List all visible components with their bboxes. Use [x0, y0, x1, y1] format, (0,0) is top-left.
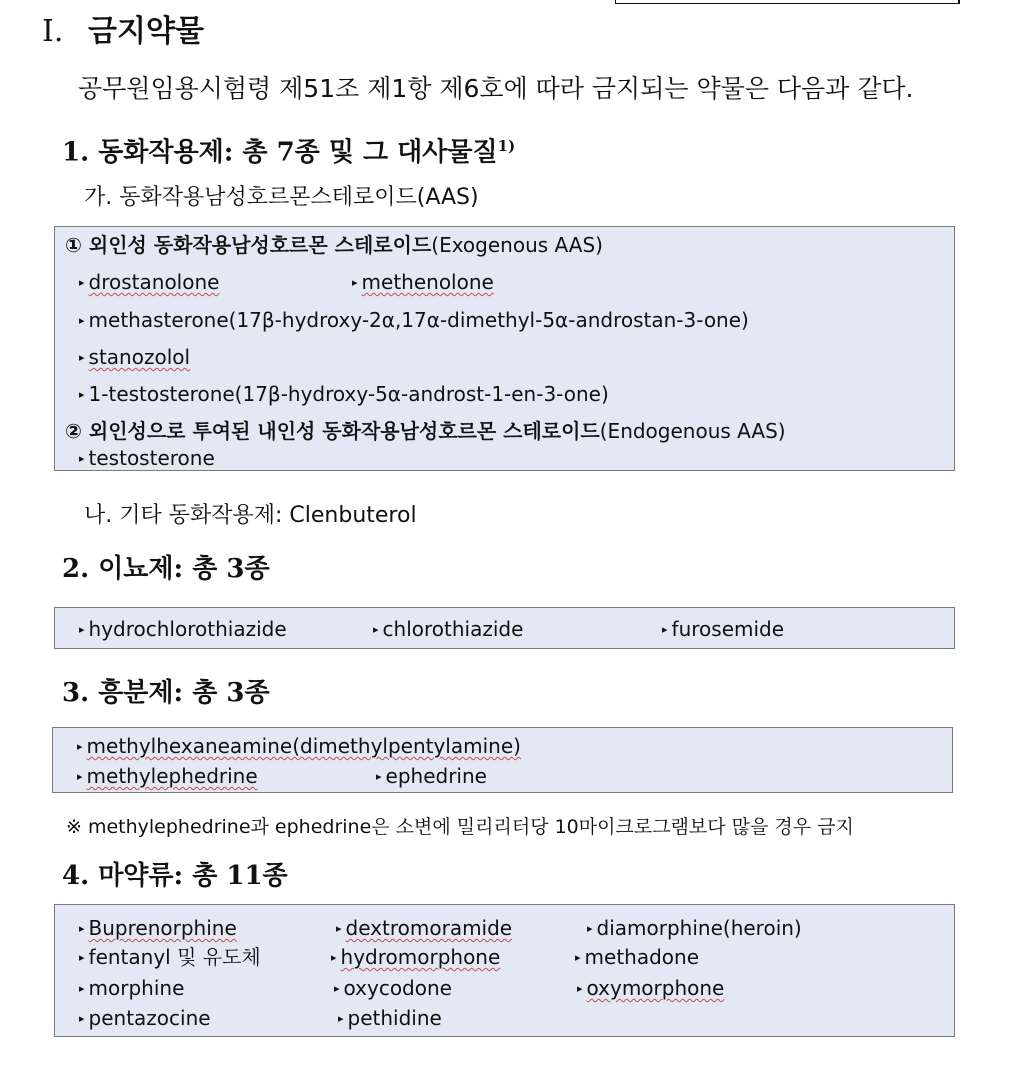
heading-anabolic-text: 1. 동화작용제: 총 7종 및 그 대사물질 — [62, 137, 498, 168]
aas-box — [54, 226, 955, 471]
list-item: ▸ methasterone(17β-hydroxy-2α,17α-dimethyl-5α-androstan-3-one) — [79, 308, 749, 332]
bullet-icon: ▸ — [79, 314, 85, 327]
bullet-icon: ▸ — [79, 1012, 85, 1025]
list-item: ▸ methylephedrine — [77, 764, 258, 788]
list-item: ▸ hydromorphone — [331, 945, 501, 969]
narcotics-box — [54, 904, 955, 1037]
bullet-icon: ▸ — [77, 740, 83, 753]
stimulants-note: ※ methylephedrine과 ephedrine은 소변에 밀리리터당 10마이크로그램보다 많을 경우 금지 — [66, 816, 854, 838]
endogenous-title: ② 외인성으로 투여된 내인성 동화작용남성호르몬 스테로이드 — [65, 419, 600, 443]
bullet-icon: ▸ — [79, 388, 85, 401]
bullet-icon: ▸ — [352, 276, 358, 289]
heading-anabolic — [62, 130, 515, 169]
list-item: ▸ drostanolone — [79, 270, 220, 294]
bullet-icon: ▸ — [373, 623, 379, 636]
bullet-icon: ▸ — [334, 982, 340, 995]
bullet-icon: ▸ — [79, 276, 85, 289]
endogenous-title-row — [65, 419, 786, 443]
bullet-icon: ▸ — [575, 951, 581, 964]
list-item: ▸ pethidine — [338, 1006, 442, 1030]
list-item: ▸ chlorothiazide — [373, 617, 524, 641]
bullet-icon: ▸ — [79, 922, 85, 935]
exogenous-en: (Exogenous AAS) — [431, 233, 603, 257]
list-item: ▸ oxycodone — [334, 976, 452, 1000]
list-item: ▸ methadone — [575, 945, 700, 969]
list-item: ▸ fentanyl 및 유도체 — [79, 945, 261, 969]
list-item: ▸ Buprenorphine — [79, 916, 237, 940]
bullet-icon: ▸ — [331, 951, 337, 964]
diuretics-box — [54, 607, 955, 649]
bullet-icon: ▸ — [79, 351, 85, 364]
heading-diuretics: 2. 이뇨제: 총 3종 — [62, 554, 270, 584]
section-roman: Ⅰ. — [42, 14, 64, 49]
list-item: ▸ morphine — [79, 976, 185, 1000]
list-item: ▸ diamorphine(heroin) — [587, 916, 802, 940]
exogenous-title-row — [65, 233, 603, 257]
section-title: 금지약물 — [88, 14, 204, 49]
list-item: ▸ ephedrine — [376, 764, 487, 788]
bullet-icon: ▸ — [662, 623, 668, 636]
intro-text: 공무원임용시험령 제51조 제1항 제6호에 따라 금지되는 약물은 다음과 같다. — [78, 74, 914, 103]
bullet-icon: ▸ — [376, 770, 382, 783]
list-item: ▸ stanozolol — [79, 345, 191, 369]
heading-stimulants: 3. 흥분제: 총 3종 — [62, 678, 270, 708]
page-header-frame — [615, 0, 960, 4]
list-item: ▸ dextromoramide — [336, 916, 513, 940]
bullet-icon: ▸ — [79, 623, 85, 636]
list-item: ▸ methenolone — [352, 270, 494, 294]
bullet-icon: ▸ — [79, 452, 85, 465]
list-item: ▸ methylhexaneamine(dimethylpentylamine) — [77, 734, 521, 758]
bullet-icon: ▸ — [338, 1012, 344, 1025]
heading-narcotics: 4. 마약류: 총 11종 — [62, 861, 288, 891]
bullet-icon: ▸ — [577, 982, 583, 995]
list-item: ▸ testosterone — [79, 446, 215, 470]
endogenous-en: (Endogenous AAS) — [599, 419, 786, 443]
list-item: ▸ oxymorphone — [577, 976, 725, 1000]
bullet-icon: ▸ — [336, 922, 342, 935]
subheading-aas: 가. 동화작용남성호르몬스테로이드(AAS) — [84, 185, 479, 210]
footnote-marker: 1) — [497, 137, 516, 155]
bullet-icon: ▸ — [77, 770, 83, 783]
subheading-other-anabolic: 나. 기타 동화작용제: Clenbuterol — [84, 503, 417, 528]
stimulants-box — [52, 727, 953, 793]
list-item: ▸ hydrochlorothiazide — [79, 617, 287, 641]
bullet-icon: ▸ — [79, 982, 85, 995]
bullet-icon: ▸ — [79, 951, 85, 964]
list-item: ▸ furosemide — [662, 617, 785, 641]
bullet-icon: ▸ — [587, 922, 593, 935]
list-item: ▸ 1-testosterone(17β-hydroxy-5α-androst-1-en-3-one) — [79, 382, 609, 406]
exogenous-title: ① 외인성 동화작용남성호르몬 스테로이드 — [65, 233, 432, 257]
list-item: ▸ pentazocine — [79, 1006, 211, 1030]
